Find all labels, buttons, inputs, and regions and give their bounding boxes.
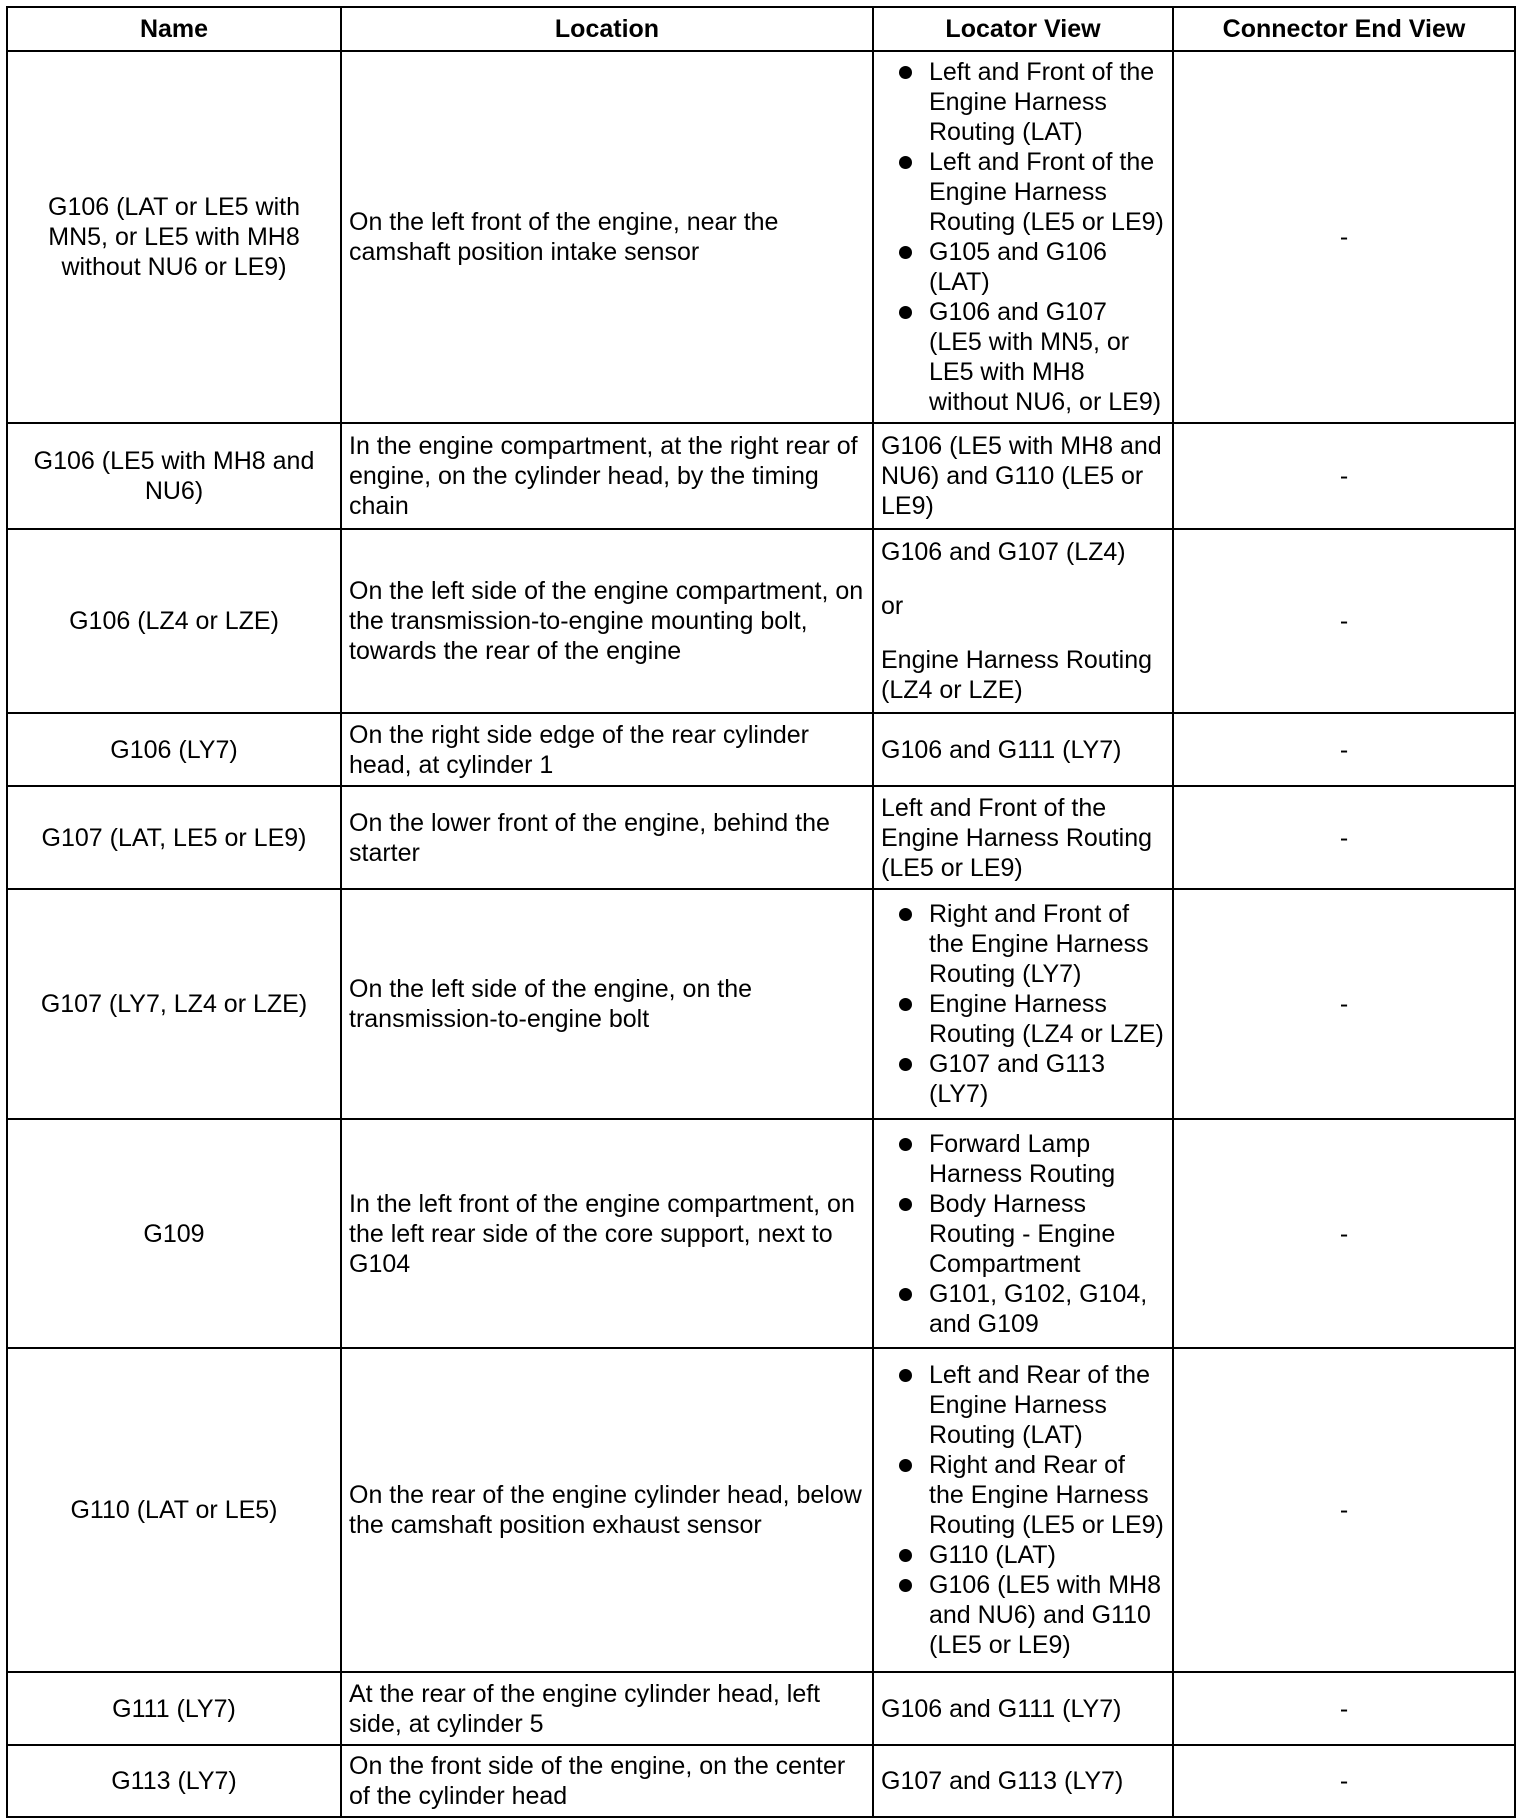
ground-locations-table <box>6 6 1516 1818</box>
locator-list <box>881 57 1165 417</box>
name-cell: G106 (LY7) <box>7 713 341 786</box>
locator-view-cell: G106 (LE5 with MH8 and NU6) and G110 (LE5 or LE9) <box>873 423 1173 529</box>
location-cell: On the left front of the engine, near the camshaft position intake sensor <box>341 51 873 423</box>
location-cell: On the front side of the engine, on the center of the cylinder head <box>341 1745 873 1817</box>
locator-item: Right and Rear of the Engine Harness Routing (LE5 or LE9) <box>881 1450 1165 1540</box>
connector-end-view-cell: - <box>1173 51 1515 423</box>
locator-item: G106 and G107 (LE5 with MN5, or LE5 with MH8 without NU6, or LE9) <box>881 297 1165 417</box>
locator-item: Left and Front of the Engine Harness Routing (LAT) <box>881 57 1165 147</box>
locator-item: G110 (LAT) <box>881 1540 1165 1570</box>
name-cell: G106 (LZ4 or LZE) <box>7 529 341 713</box>
locator-view-cell: Left and Front of the Engine Harness Routing (LE5 or LE9) <box>873 786 1173 889</box>
header-name: Name <box>7 7 341 51</box>
location-cell: In the left front of the engine compartment, on the left rear side of the core support, next to G104 <box>341 1119 873 1348</box>
name-cell: G107 (LAT, LE5 or LE9) <box>7 786 341 889</box>
location-cell: On the lower front of the engine, behind the starter <box>341 786 873 889</box>
header-connector-end-view: Connector End View <box>1173 7 1515 51</box>
connector-end-view-cell: - <box>1173 423 1515 529</box>
locator-item: G105 and G106 (LAT) <box>881 237 1165 297</box>
locator-view-cell <box>873 51 1173 423</box>
connector-end-view-cell: - <box>1173 713 1515 786</box>
locator-view-cell <box>873 1119 1173 1348</box>
table-row <box>7 1672 1515 1745</box>
name-cell: G106 (LE5 with MH8 and NU6) <box>7 423 341 529</box>
locator-view-cell <box>873 889 1173 1119</box>
connector-end-view-cell: - <box>1173 786 1515 889</box>
table-row <box>7 713 1515 786</box>
locator-item: G106 (LE5 with MH8 and NU6) and G110 (LE5 or LE9) <box>881 1570 1165 1660</box>
locator-item: Engine Harness Routing (LZ4 or LZE) <box>881 989 1165 1049</box>
table-row <box>7 889 1515 1119</box>
locator-item: Right and Front of the Engine Harness Routing (LY7) <box>881 899 1165 989</box>
location-cell: On the left side of the engine, on the transmission-to-engine bolt <box>341 889 873 1119</box>
name-cell: G106 (LAT or LE5 with MN5, or LE5 with MH8 without NU6 or LE9) <box>7 51 341 423</box>
locator-view-cell: G106 and G111 (LY7) <box>873 1672 1173 1745</box>
table-row <box>7 1745 1515 1817</box>
locator-paragraph: or <box>881 592 904 620</box>
table-row <box>7 786 1515 889</box>
name-cell: G113 (LY7) <box>7 1745 341 1817</box>
connector-end-view-cell: - <box>1173 1119 1515 1348</box>
locator-view-cell <box>873 529 1173 713</box>
location-cell: In the engine compartment, at the right rear of engine, on the cylinder head, by the timing chain <box>341 423 873 529</box>
location-cell: On the left side of the engine compartment, on the transmission-to-engine mounting bolt, towards the rear of the engine <box>341 529 873 713</box>
locator-item: Body Harness Routing - Engine Compartment <box>881 1189 1165 1279</box>
connector-end-view-cell: - <box>1173 889 1515 1119</box>
location-cell: At the rear of the engine cylinder head, left side, at cylinder 5 <box>341 1672 873 1745</box>
locator-list <box>881 899 1165 1109</box>
connector-end-view-cell: - <box>1173 1672 1515 1745</box>
locator-view-cell: G107 and G113 (LY7) <box>873 1745 1173 1817</box>
connector-end-view-cell: - <box>1173 529 1515 713</box>
location-cell: On the rear of the engine cylinder head, below the camshaft position exhaust sensor <box>341 1348 873 1672</box>
table-row <box>7 1348 1515 1672</box>
location-cell: On the right side edge of the rear cylinder head, at cylinder 1 <box>341 713 873 786</box>
locator-paragraph: G106 and G107 (LZ4) <box>881 538 1126 566</box>
locator-item: Left and Rear of the Engine Harness Routing (LAT) <box>881 1360 1165 1450</box>
locator-item: G101, G102, G104, and G109 <box>881 1279 1165 1339</box>
name-cell: G107 (LY7, LZ4 or LZE) <box>7 889 341 1119</box>
name-cell: G111 (LY7) <box>7 1672 341 1745</box>
locator-item: Forward Lamp Harness Routing <box>881 1129 1165 1189</box>
name-cell: G110 (LAT or LE5) <box>7 1348 341 1672</box>
table-row <box>7 51 1515 423</box>
header-locator-view: Locator View <box>873 7 1173 51</box>
header-location: Location <box>341 7 873 51</box>
locator-view-cell: G106 and G111 (LY7) <box>873 713 1173 786</box>
table-row <box>7 423 1515 529</box>
name-cell: G109 <box>7 1119 341 1348</box>
locator-item: G107 and G113 (LY7) <box>881 1049 1165 1109</box>
table-row <box>7 529 1515 713</box>
locator-view-cell <box>873 1348 1173 1672</box>
locator-item: Left and Front of the Engine Harness Routing (LE5 or LE9) <box>881 147 1165 237</box>
connector-end-view-cell: - <box>1173 1348 1515 1672</box>
locator-list <box>881 1129 1165 1339</box>
connector-end-view-cell: - <box>1173 1745 1515 1817</box>
table-row <box>7 1119 1515 1348</box>
locator-paragraph: Engine Harness Routing (LZ4 or LZE) <box>881 646 1152 704</box>
locator-list <box>881 1360 1165 1660</box>
header-row <box>7 7 1515 51</box>
